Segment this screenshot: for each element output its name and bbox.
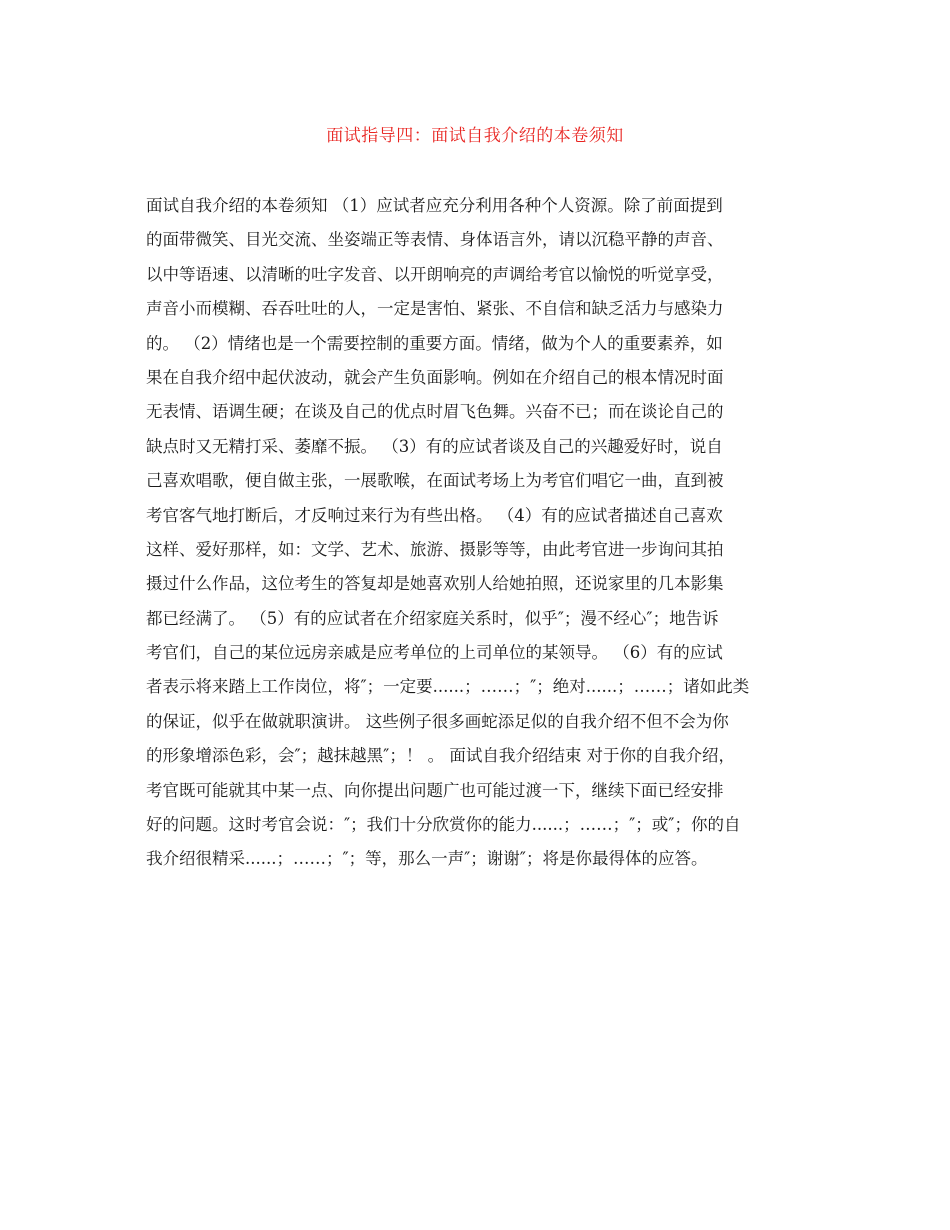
text-line: 我介绍很精采......；……；″；等，那么一声″；谢谢″；将是你最得体的应答。 (146, 849, 708, 869)
text-line: 缺点时又无精打采、萎靡不振。 （3）有的应试者谈及自己的兴趣爱好时，说自 (146, 436, 723, 456)
page-title: 面试指导四：面试自我介绍的本卷须知 (326, 126, 624, 146)
text-line: 面试自我介绍的本卷须知 （1）应试者应充分利用各种个人资源。除了前面提到 (146, 196, 723, 215)
text-line: 摄过什么作品，这位考生的答复却是她喜欢别人给她拍照，还说家里的几本影集 (146, 574, 724, 594)
text-line: 考官既可能就其中某一点、向你提出问题广也可能过渡一下，继续下面已经安排 (146, 780, 724, 800)
text-line: 以中等语速、以清晰的吐字发音、以开朗响亮的声调给考官以愉悦的听觉享受， (146, 264, 724, 284)
text-line: 考官们，自己的某位远房亲戚是应考单位的上司单位的某领导。 （6）有的应试 (146, 643, 723, 663)
text-line: 好的问题。这时考官会说：″；我们十分欣赏你的能力......；……；″；或″；你的自 (146, 815, 741, 835)
text-line: 者表示将来踏上工作岗位，将″；一定要......；……；″；绝对......；……；诸如此类 (146, 677, 750, 697)
text-line: 的。 （2）情绪也是一个需要控制的重要方面。情绪，做为个人的重要素养，如 (146, 333, 723, 353)
text-line: 这样、爱好那样，如：文学、艺术、旅游、摄影等等，由此考官进一步询问其拍 (146, 539, 724, 559)
text-line: 己喜欢唱歌，便自做主张，一展歌喉，在面试考场上为考官们唱它一曲，直到被 (146, 471, 724, 491)
text-line: 无表情、语调生硬；在谈及自己的优点时眉飞色舞。兴奋不已；而在谈论自己的 (146, 402, 724, 422)
text-line: 声音小而模糊、吞吞吐吐的人，一定是害怕、紧张、不自信和缺乏活力与感染力 (146, 299, 724, 319)
text-line: 的形象增添色彩，会″；越抹越黑″；！ 。 面试自我介绍结束 对于你的自我介绍， (146, 746, 736, 766)
body-text (146, 194, 816, 882)
text-line: 考官客气地打断后，才反响过来行为有些出格。 （4）有的应试者描述自己喜欢 (146, 505, 723, 525)
text-line: 的保证，似乎在做就职演讲。 这些例子很多画蛇添足似的自我介绍不但不会为你 (146, 711, 729, 731)
text-line: 的面带微笑、目光交流、坐姿端正等表情、身体语言外，请以沉稳平静的声音、 (146, 230, 724, 250)
text-line: 果在自我介绍中起伏波动，就会产生负面影响。例如在介绍自己的根本情况时面 (146, 367, 724, 387)
text-line: 都已经满了。 （5）有的应试者在介绍家庭关系时，似乎″；漫不经心″；地告诉 (146, 608, 719, 628)
